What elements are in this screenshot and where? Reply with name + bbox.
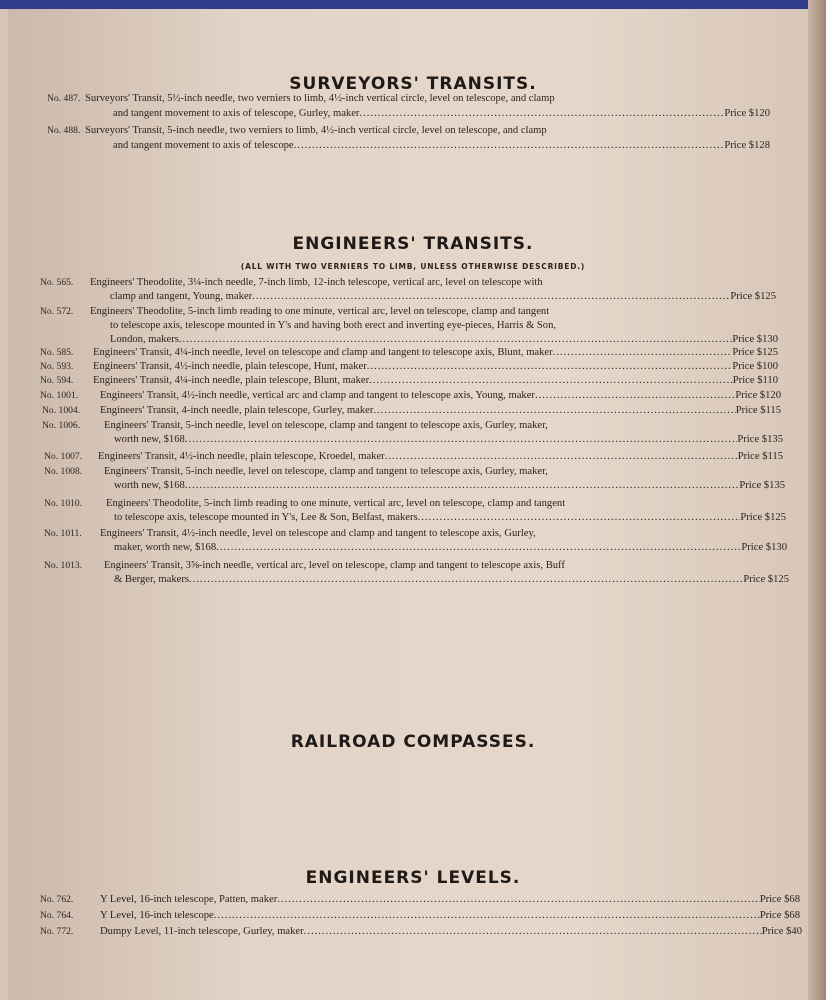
entry-description: Engineers' Transit, 4¼-inch needle, level on telescope and clamp and tangent to telescope axis, Blunt, maker — [93, 347, 553, 358]
entry-description: Engineers' Transit, 4½-inch needle, plain telescope, Hunt, maker — [93, 361, 367, 372]
entry-last-line — [113, 107, 770, 121]
dot-leader — [535, 389, 735, 403]
dot-leader — [214, 909, 760, 923]
engineers-transits-subheading: (ALL WITH TWO VERNIERS TO LIMB, UNLESS OTHERWISE DESCRIBED.) — [240, 262, 586, 271]
entry-description: Engineers' Transit, 4-inch needle, plain telescope, Gurley, maker — [100, 405, 374, 416]
entry-description: and tangent movement to axis of telescope — [113, 140, 294, 151]
entry-price: Price $120 — [735, 390, 781, 401]
dot-leader — [367, 360, 733, 374]
entry-description: London, makers — [110, 334, 179, 345]
entry-last-line — [110, 290, 776, 304]
entry-description: Y Level, 16-inch telescope — [100, 910, 214, 921]
entry-price: Price $100 — [732, 361, 778, 372]
entry-number: No. 594. — [40, 375, 74, 386]
entry-description: Engineers' Transit, 4½-inch needle, vertical arc and clamp and tangent to telescope axis, Young, maker — [100, 390, 535, 401]
entry-last-line — [100, 925, 802, 939]
entry-number: No. 488. — [47, 125, 81, 136]
entry-line — [90, 276, 776, 290]
entry-line — [104, 559, 789, 573]
entry-description: worth new, $168 — [114, 434, 185, 445]
entry-number: No. 1011. — [44, 528, 82, 539]
entry-line — [100, 527, 787, 541]
railroad-compasses-heading: RAILROAD COMPASSES. — [290, 732, 536, 752]
dot-leader — [189, 573, 743, 587]
page-edge-shadow — [808, 0, 826, 1000]
engineers-levels-heading: ENGINEERS' LEVELS. — [305, 868, 521, 888]
entry-number: No. 1008. — [44, 466, 83, 477]
entry-price: Price $130 — [741, 542, 787, 553]
entry-number: No. 1013. — [44, 560, 83, 571]
dot-leader — [185, 433, 738, 447]
entry-price: Price $115 — [737, 451, 783, 462]
top-blue-strip — [0, 0, 826, 9]
entry-price: Price $125 — [732, 347, 778, 358]
entry-description: Engineers' Theodolite, 5-inch limb reading to one minute, vertical arc, level on telescope, clamp and tangent — [106, 498, 566, 509]
entry-price: Price $110 — [732, 375, 778, 386]
entry-line — [110, 319, 778, 333]
dot-leader — [304, 925, 762, 939]
entry-last-line — [100, 389, 781, 403]
entry-number: No. 764. — [40, 910, 74, 921]
entry-price: Price $120 — [724, 108, 770, 119]
entry-description: to telescope axis, telescope mounted in Y's and having both erect and inverting eye-pieces, Harris & Son, — [110, 320, 557, 331]
dot-leader — [252, 290, 730, 304]
dot-leader — [385, 450, 738, 464]
entry-last-line — [100, 404, 781, 418]
entry-price: Price $130 — [732, 334, 778, 345]
dot-leader — [185, 479, 740, 493]
entry-last-line — [93, 374, 778, 388]
entry-description: Engineers' Transit, 5-inch needle, level on telescope, clamp and tangent to telescope axis, Gurley, maker, — [104, 420, 548, 431]
entry-last-line — [114, 479, 785, 493]
dot-leader — [294, 139, 725, 153]
entry-last-line — [98, 450, 783, 464]
entry-description: Engineers' Transit, 4½-inch needle, plain telescope, Kroedel, maker — [98, 451, 385, 462]
entry-description: Y Level, 16-inch telescope, Patten, maker — [100, 894, 278, 905]
entry-price: Price $40 — [761, 926, 802, 937]
entry-number: No. 1001. — [40, 390, 79, 401]
dot-leader — [418, 511, 741, 525]
dot-leader — [277, 893, 759, 907]
entry-price: Price $125 — [743, 574, 789, 585]
entry-last-line — [113, 139, 770, 153]
entry-description: worth new, $168 — [114, 480, 185, 491]
entry-description: Engineers' Transit, 4¼-inch needle, plain telescope, Blunt, maker — [93, 375, 370, 386]
entry-description: & Berger, makers — [114, 574, 189, 585]
dot-leader — [216, 541, 741, 555]
entry-description: Engineers' Transit, 3⅝-inch needle, vertical arc, level on telescope, clamp and tangent to telescope axis, Buff — [104, 560, 565, 571]
entry-description: clamp and tangent, Young, maker — [110, 291, 253, 302]
entry-description: Dumpy Level, 11-inch telescope, Gurley, maker — [100, 926, 304, 937]
entry-description: maker, worth new, $168 — [114, 542, 217, 553]
entry-last-line — [114, 573, 789, 587]
entry-last-line — [100, 909, 800, 923]
entry-last-line — [114, 433, 783, 447]
entry-number: No. 572. — [40, 306, 74, 317]
entry-last-line — [114, 541, 787, 555]
entry-description: Engineers' Theodolite, 3¼-inch needle, 7-inch limb, 12-inch telescope, vertical arc, level on telescope with — [90, 277, 543, 288]
entry-price: Price $68 — [759, 894, 800, 905]
entry-price: Price $115 — [735, 405, 781, 416]
dot-leader — [553, 346, 733, 360]
entry-number: No. 1007. — [44, 451, 83, 462]
dot-leader — [359, 107, 724, 121]
entry-last-line — [93, 360, 778, 374]
dot-leader — [179, 333, 733, 347]
entry-price: Price $135 — [737, 434, 783, 445]
dot-leader — [369, 374, 733, 388]
entry-number: No. 585. — [40, 347, 74, 358]
engineers-transits-heading: ENGINEERS' TRANSITS. — [292, 234, 534, 254]
entry-price: Price $125 — [730, 291, 776, 302]
entry-number: No. 593. — [40, 361, 74, 372]
entry-description: Engineers' Transit, 5-inch needle, level on telescope, clamp and tangent to telescope axis, Gurley, maker, — [104, 466, 548, 477]
entry-last-line — [100, 893, 800, 907]
surveyors-transits-heading: SURVEYORS' TRANSITS. — [289, 74, 537, 94]
entry-line — [104, 419, 783, 433]
entry-last-line — [114, 511, 786, 525]
entry-price: Price $135 — [739, 480, 785, 491]
entry-description: Engineers' Theodolite, 5-inch limb reading to one minute, vertical arc, level on telescope, clamp and tangent — [90, 306, 550, 317]
entry-number: No. 487. — [47, 93, 81, 104]
entry-number: No. 762. — [40, 894, 74, 905]
entry-description: and tangent movement to axis of telescope, Gurley, maker — [113, 108, 360, 119]
entry-last-line — [110, 333, 778, 347]
entry-line — [106, 497, 786, 511]
entry-last-line — [93, 346, 778, 360]
entry-description: Surveyors' Transit, 5½-inch needle, two verniers to limb, 4½-inch vertical circle, level on telescope, and clamp — [85, 93, 555, 104]
entry-number: No. 1006. — [42, 420, 81, 431]
entry-price: Price $128 — [724, 140, 770, 151]
entry-line — [90, 305, 778, 319]
entry-price: Price $68 — [759, 910, 800, 921]
dot-leader — [373, 404, 735, 418]
entry-line — [85, 124, 770, 138]
entry-number: No. 772. — [40, 926, 74, 937]
entry-number: No. 1010. — [44, 498, 83, 509]
entry-number: No. 1004. — [42, 405, 81, 416]
entry-line — [104, 465, 785, 479]
entry-number: No. 565. — [40, 277, 74, 288]
entry-price: Price $125 — [740, 512, 786, 523]
entry-line — [85, 92, 770, 106]
entry-description: Engineers' Transit, 4½-inch needle, level on telescope and clamp and tangent to telescope axis, Gurley, — [100, 528, 536, 539]
entry-description: to telescope axis, telescope mounted in Y's, Lee & Son, Belfast, makers — [114, 512, 418, 523]
entry-description: Surveyors' Transit, 5-inch needle, two verniers to limb, 4½-inch vertical circle, level on telescope, and clamp — [85, 125, 547, 136]
